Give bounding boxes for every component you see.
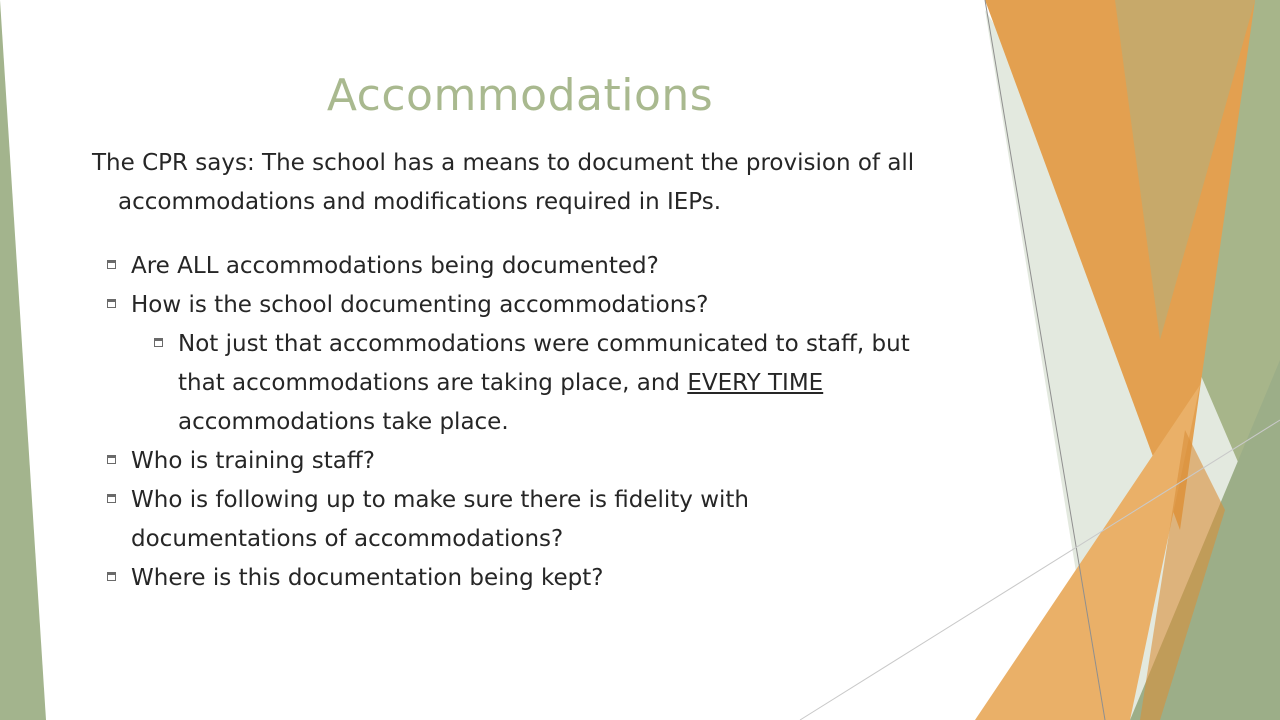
list-item bbox=[131, 247, 932, 286]
slide-title: Accommodations bbox=[326, 70, 714, 121]
square-bullet-icon bbox=[107, 299, 116, 308]
slide-body bbox=[92, 144, 932, 598]
list-item bbox=[131, 442, 932, 481]
sub-item-text-before: Not just that accommodations were communicated to staff, but that accommodations are taking place, and bbox=[178, 331, 910, 396]
list-item-text: Who is following up to make sure there is fidelity with documentations of accommodations? bbox=[131, 487, 750, 552]
list-item-text: How is the school documenting accommodations? bbox=[131, 292, 709, 318]
list-item bbox=[131, 481, 932, 559]
bullet-list bbox=[92, 247, 932, 598]
square-bullet-icon bbox=[107, 260, 116, 269]
square-bullet-icon bbox=[107, 494, 116, 503]
list-item-text: Who is training staff? bbox=[131, 448, 375, 474]
emphasis-every-time: EVERY TIME bbox=[687, 370, 824, 396]
list-item-text: Are ALL accommodations being documented? bbox=[131, 253, 659, 279]
square-bullet-icon bbox=[107, 572, 116, 581]
square-bullet-icon bbox=[154, 338, 163, 347]
sub-list-item bbox=[178, 325, 932, 442]
intro-paragraph: The CPR says: The school has a means to document the provision of all accommodations and modifications required in IEPs. bbox=[92, 150, 915, 215]
square-bullet-icon bbox=[107, 455, 116, 464]
list-item bbox=[131, 559, 932, 598]
sub-item-text-after: accommodations take place. bbox=[178, 409, 509, 435]
list-item-text: Where is this documentation being kept? bbox=[131, 565, 604, 591]
list-item bbox=[131, 286, 932, 325]
